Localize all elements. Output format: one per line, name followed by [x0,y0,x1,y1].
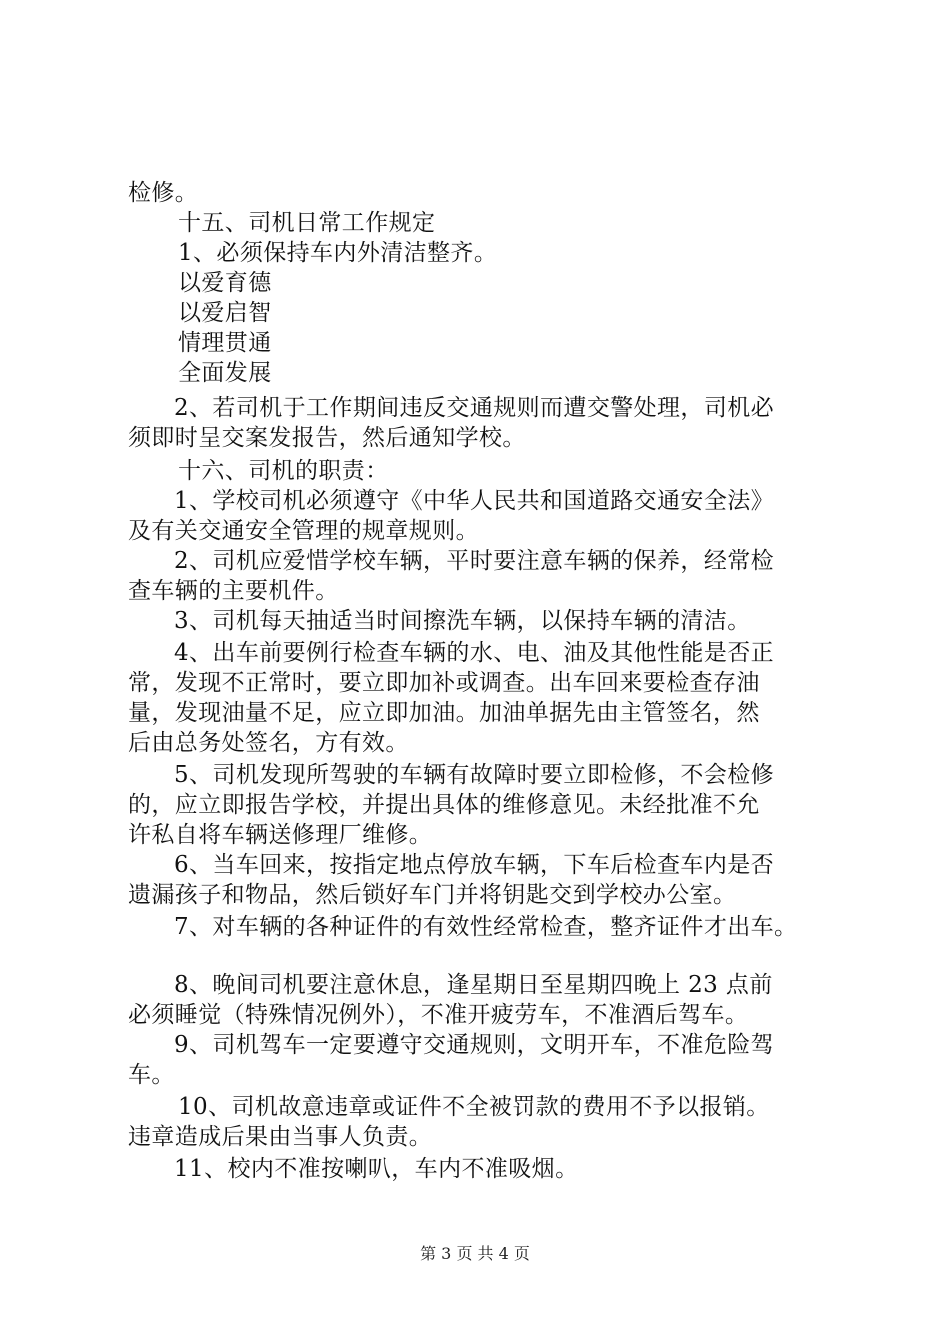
text-line: 3、司机每天抽适当时间擦洗车辆，以保持车辆的清洁。 [174,608,751,634]
section-heading-15: 十五、司机日常工作规定 [178,210,436,236]
text-line: 后由总务处签名，方有效。 [128,730,409,756]
text-line: 6、当车回来，按指定地点停放车辆，下车后检查车内是否 [174,852,775,878]
text-line: 量，发现油量不足，应立即加油。加油单据先由主管签名，然 [128,700,760,726]
text-line: 7、对车辆的各种证件的有效性经常检查，整齐证件才出车。 [174,914,798,940]
page-footer: 第 3 页 共 4 页 [420,1244,530,1263]
text-line: 2、若司机于工作期间违反交通规则而遭交警处理，司机必 [174,395,775,421]
motto-line: 情理贯通 [178,330,272,356]
text-line: 必须睡觉（特殊情况例外），不准开疲劳车，不准酒后驾车。 [128,1002,749,1028]
text-line: 4、出车前要例行检查车辆的水、电、油及其他性能是否正 [174,640,775,666]
text-line: 11、校内不准按喇叭，车内不准吸烟。 [174,1156,579,1182]
text-line: 许私自将车辆送修理厂维修。 [128,822,433,848]
motto-line: 全面发展 [178,360,272,386]
text-line: 2、司机应爱惜学校车辆，平时要注意车辆的保养，经常检 [174,548,775,574]
text-line: 10、司机故意违章或证件不全被罚款的费用不予以报销。 [178,1094,770,1120]
text-line: 的，应立即报告学校，并提出具体的维修意见。未经批准不允 [128,792,760,818]
text-line: 车。 [128,1062,175,1088]
text-line: 9、司机驾车一定要遵守交通规则，文明开车，不准危险驾 [174,1032,775,1058]
text-line: 查车辆的主要机件。 [128,578,339,604]
text-line: 遗漏孩子和物品，然后锁好车门并将钥匙交到学校办公室。 [128,882,737,908]
text-line: 8、晚间司机要注意休息，逢星期日至星期四晚上 23 点前 [174,972,773,998]
text-line: 违章造成后果由当事人负责。 [128,1124,433,1150]
motto-line: 以爱育德 [178,270,272,296]
text-line: 1、学校司机必须遵守《中华人民共和国道路交通安全法》 [174,488,775,514]
text-line: 检修。 [128,180,199,206]
text-line: 1、必须保持车内外清洁整齐。 [178,240,498,266]
text-line: 须即时呈交案发报告，然后通知学校。 [128,425,526,451]
motto-line: 以爱启智 [178,300,272,326]
text-line: 常，发现不正常时，要立即加补或调查。出车回来要检查存油 [128,670,760,696]
text-line: 及有关交通安全管理的规章规则。 [128,518,479,544]
text-line: 5、司机发现所驾驶的车辆有故障时要立即检修，不会检修 [174,762,775,788]
section-heading-16: 十六、司机的职责： [178,458,389,484]
